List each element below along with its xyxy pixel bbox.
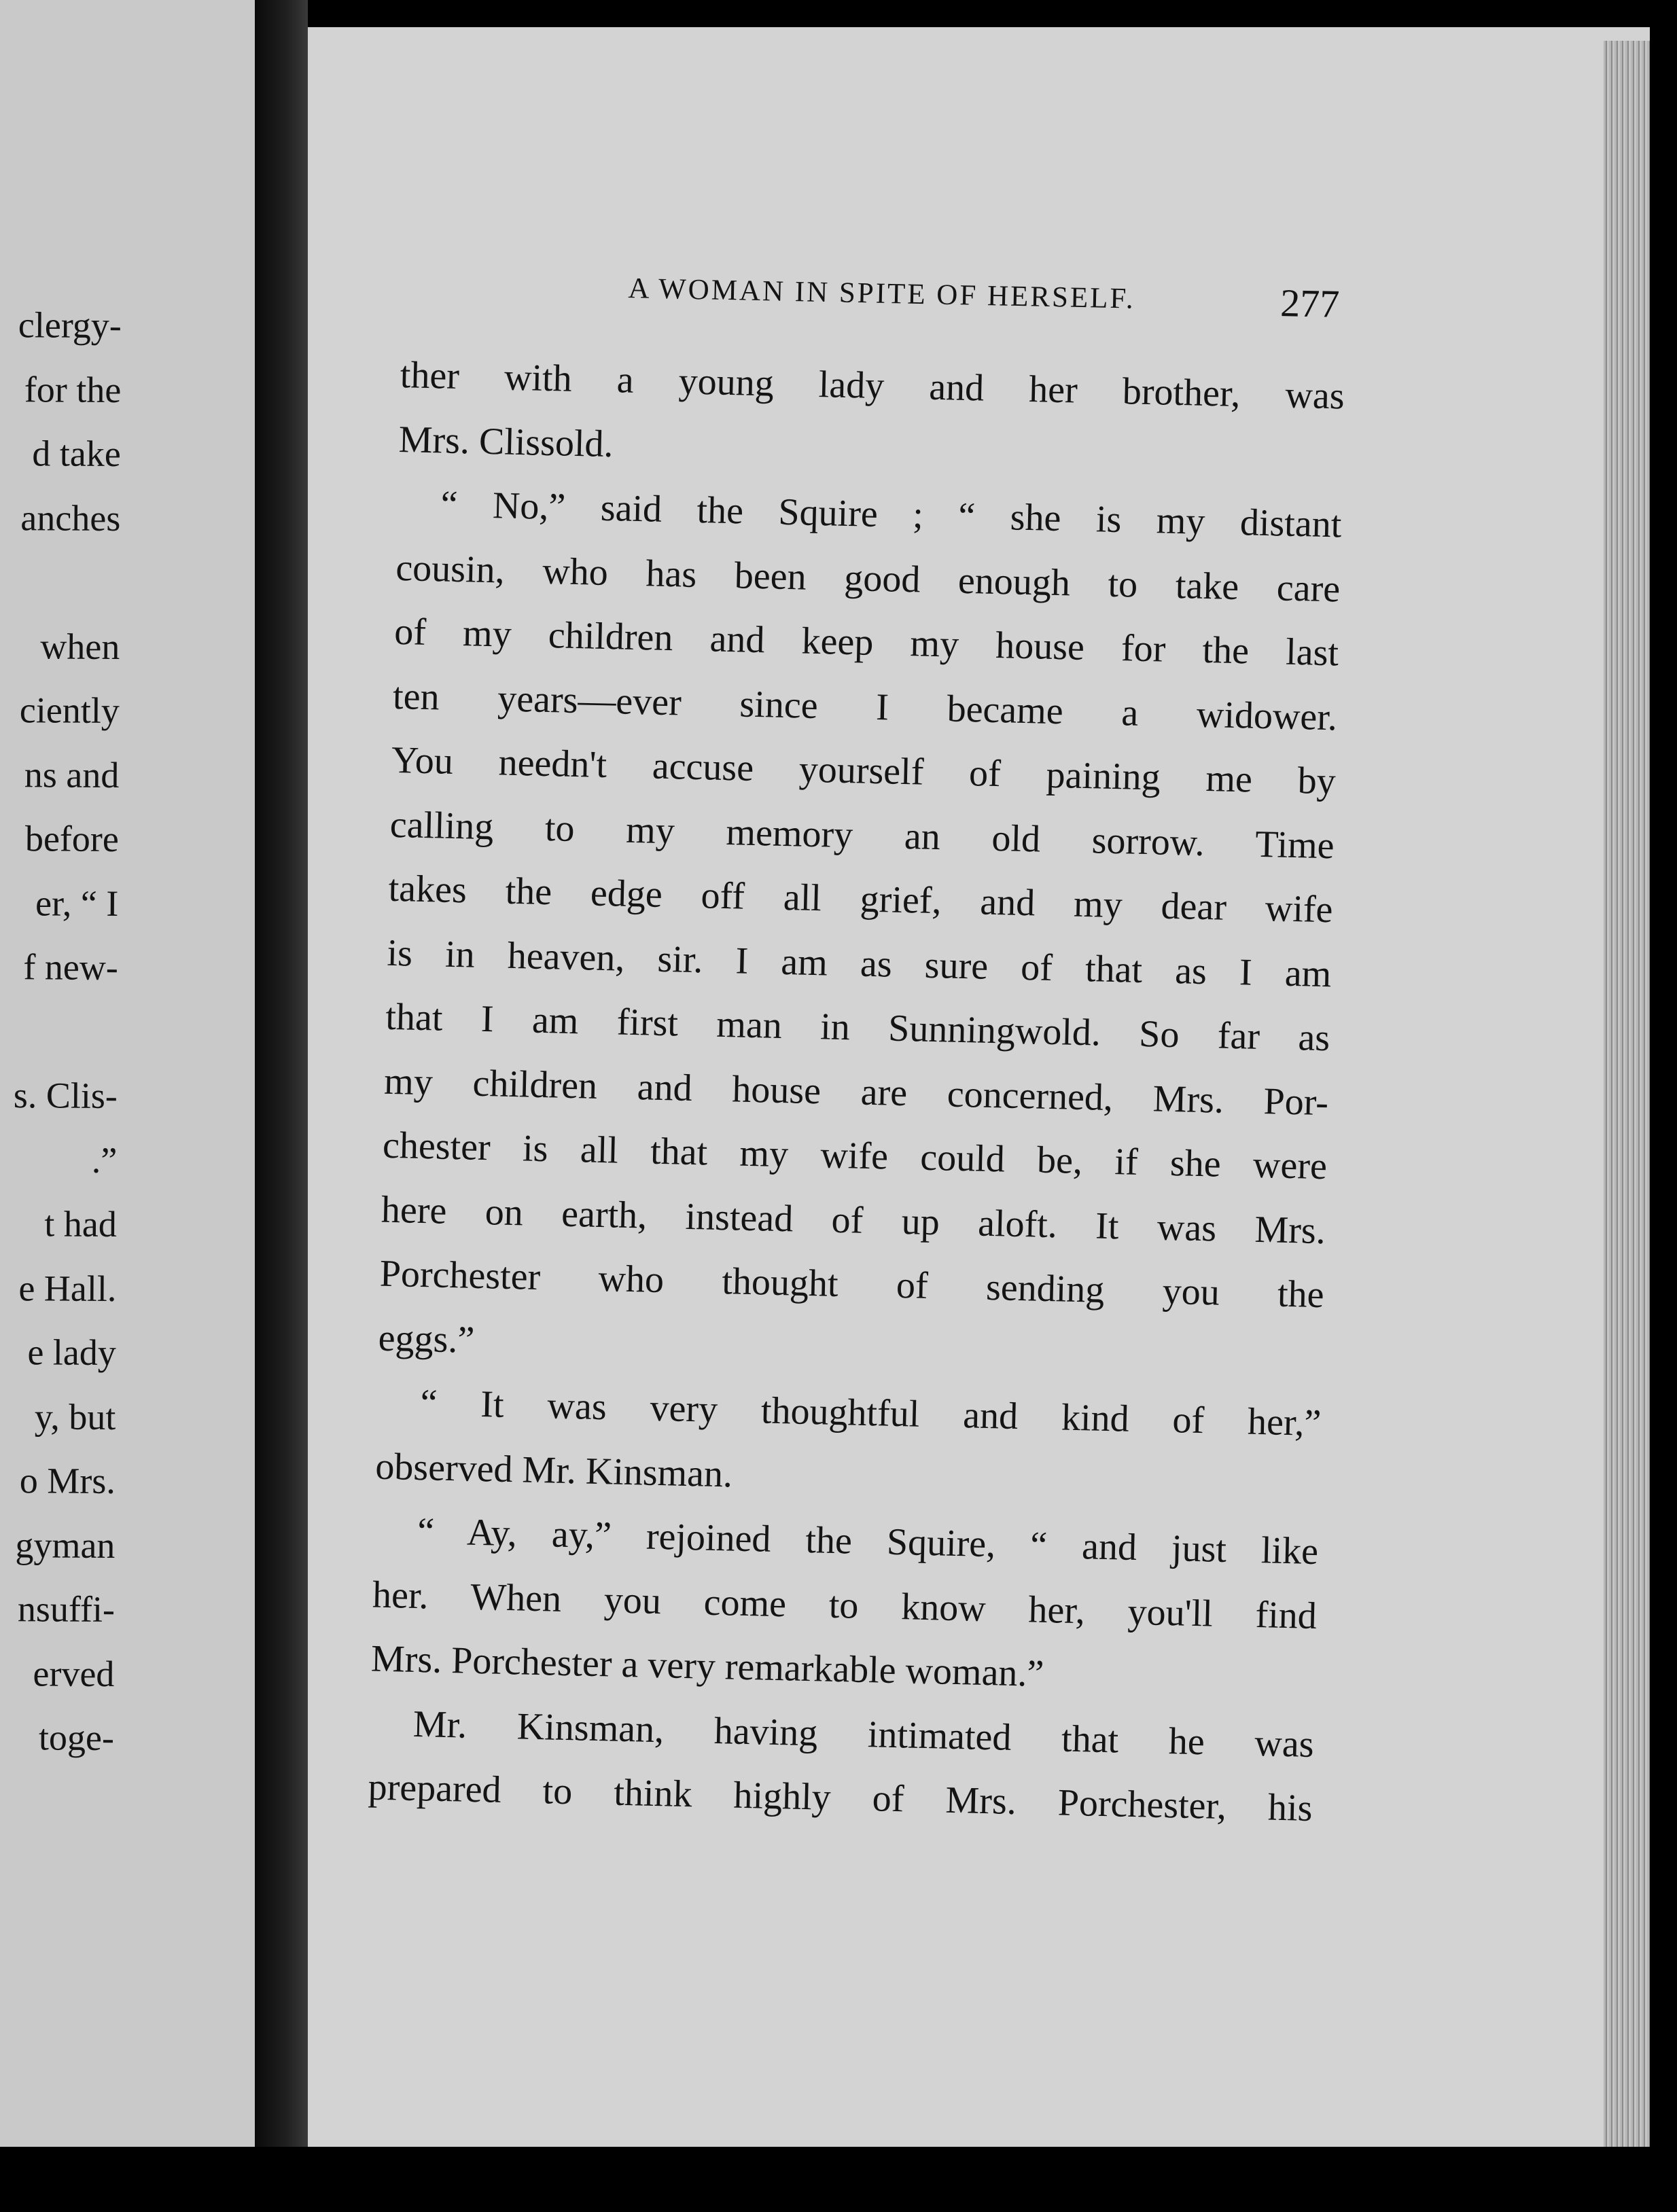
text-line: chester is all that my wife could be, if she were [382,1124,1328,1188]
left-page-line: nsuffi- [17,1588,116,1630]
left-page-line [14,999,118,1064]
text-line: “ It was very thoughtful and kind of her,” [419,1382,1322,1445]
left-page [0,0,255,2147]
left-page-line: e lady [27,1332,116,1373]
left-page-line: anches [20,497,121,539]
left-page-line: y, but [34,1395,116,1438]
text-line: You needn't accuse yourself of paining me by [391,738,1337,803]
scan-border-bottom [0,2147,1677,2212]
page-edges [1604,41,1650,2147]
left-page-line: toge- [38,1717,115,1758]
text-line: “ Ay, ay,” rejoined the Squire, “ and just like [417,1510,1319,1573]
left-page-line: when [40,625,120,667]
text-line: Porchester who thought of sending you the [379,1252,1325,1317]
text-line: ther with a young lady and her brother, was [400,353,1345,418]
left-page-line: e Hall. [18,1267,117,1309]
running-head-title: A WOMAN IN SPITE OF HERSELF. [627,272,1136,315]
text-line: here on earth, instead of up aloft. It was Mrs. [381,1188,1326,1252]
book-gutter [255,0,308,2212]
text-line: ten years—ever since I became a widower. [392,675,1338,738]
text-line: Mrs. Clissold. [398,418,614,465]
left-page-line: d take [32,433,121,474]
text-line: observed Mr. Kinsman. [374,1445,733,1495]
left-page-line: gyman [15,1524,116,1566]
text-line: Mrs. Porchester a very remarkable woman.” [370,1637,1045,1695]
text-line: “ No,” said the Squire ; “ she is my distant [440,483,1342,546]
left-page-line: o Mrs. [19,1460,116,1501]
left-page-line: er, “ I [35,882,119,924]
text-line: her. When you come to know her, you'll find [372,1573,1318,1637]
left-page-line: f new- [23,946,118,988]
text-line: Mr. Kinsman, having intimated that he was [412,1702,1315,1766]
left-page-line [16,550,120,614]
left-page-line: .” [91,1139,118,1181]
text-line: is in heaven, sir. I am as sure of that as I am [386,931,1332,995]
page-body-text [368,343,1345,1840]
text-line: that I am first man in Sunningwold. So far as [385,995,1330,1060]
scan-border-right [1650,0,1677,2212]
left-page-line: s. Clis- [13,1075,118,1116]
text-line: calling to my memory an old sorrow. Time [389,803,1335,867]
left-page-line: erved [33,1652,115,1694]
text-line: takes the edge off all grief, and my dear wife [388,867,1334,931]
left-page-line: before [24,818,119,859]
text-line: my children and house are concerned, Mrs. Por- [383,1060,1329,1124]
text-line: of my children and keep my house for the last [393,610,1339,675]
text-line: eggs.” [378,1317,475,1361]
left-page-text [10,293,122,1770]
page-number: 277 [1279,281,1340,326]
left-page-line: for the [24,368,122,410]
text-line: cousin, who has been good enough to take care [395,546,1341,610]
left-page-line: ciently [19,690,120,731]
text-line: prepared to think highly of Mrs. Porchester, his [368,1766,1313,1830]
left-page-line: t had [44,1203,117,1245]
left-page-line: clergy- [18,304,122,346]
left-page-line: ns and [24,753,120,796]
